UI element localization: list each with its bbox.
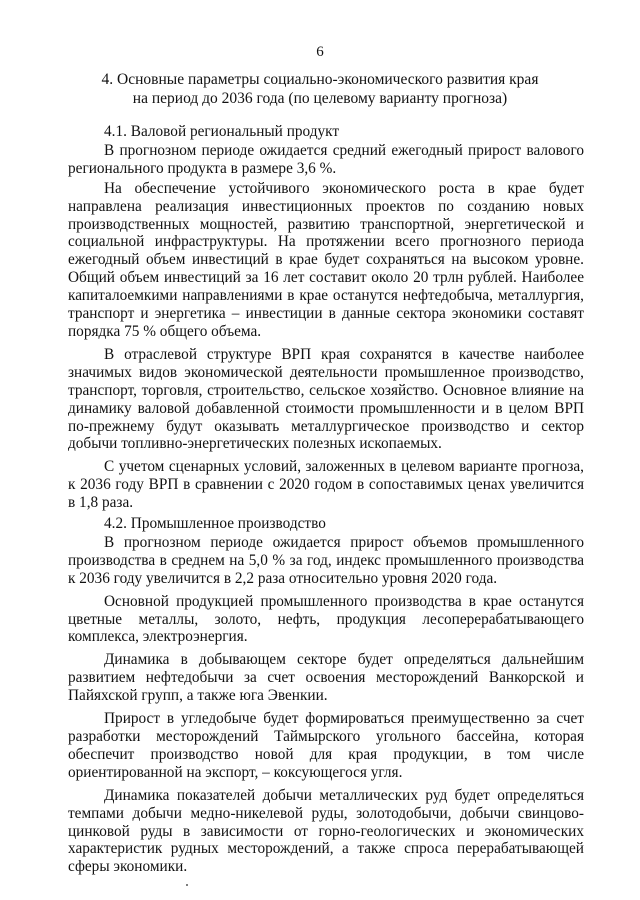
section-title (60, 70, 580, 108)
paragraph: Динамика показателей добычи металлических руд будет определяться темпами добычи медно-никелевой руды, золотодобычи, добычи свинцово-цинковой руды в зависимости от горно-геологических и экономических характеристик рудных месторождений, а также спроса перерабатывающей сферы экономики. (68, 786, 584, 876)
paragraph: В отраслевой структуре ВРП края сохранятся в качестве наиболее значимых видов экономической деятельности промышленное производство, транспорт, торговля, строительство, сельское хозяйство. Основное влияние на динамику валовой добавленной стоимости промышленности и в целом ВРП по-прежнему будут оказывать металлургическое производство и сектор добычи топливно-энергетических полезных ископаемых. (68, 345, 584, 453)
paragraph: С учетом сценарных условий, заложенных в целевом варианте прогноза, к 2036 году ВРП в сравнении с 2020 годом в сопоставимых ценах увеличится в 1,8 раза. (68, 458, 584, 512)
paragraph: Динамика в добывающем секторе будет определяться дальнейшим развитием нефтедобычи за счет освоения месторождений Ванкорской и Пайяхской групп, а также юга Эвенкии. (68, 651, 584, 705)
paragraph: На обеспечение устойчивого экономического роста в крае будет направлена реализация инвестиционных проектов по созданию новых производственных мощностей, развитию транспортной, энергетической и социальной инфраструктуры. На протяжении всего прогнозного периода ежегодный объем инвестиций в крае будет сохраняться на высоком уровне. Общий объем инвестиций за 16 лет составит около 20 трлн рублей. Наиболее капиталоемкими направлениями в крае останутся нефтедобыча, металлургия, транспорт и энергетика – инвестиции в данные сектора экономики составят порядка 75 % общего объема. (68, 179, 584, 340)
section-title-line-1: 4. Основные параметры социально-экономического развития края (101, 71, 539, 88)
subsection-heading-industry: 4.2. Промышленное производство (104, 515, 326, 533)
section-title-line-2: на период до 2036 года (по целевому варианту прогноза) (132, 90, 508, 107)
paragraph: В прогнозном периоде ожидается прирост объемов промышленного производства в среднем на 5,0 % за год, индекс промышленного производства к 2036 году увеличится в 2,2 раза относительно уровня 2020 года. (68, 533, 584, 587)
scan-speck (186, 884, 188, 886)
document-body (68, 120, 584, 878)
paragraph: Основной продукцией промышленного производства в крае останутся цветные металлы, золото, нефть, продукция лесоперерабатывающего комплекса, электроэнергия. (68, 592, 584, 646)
page-number: 6 (316, 44, 324, 60)
paragraph: В прогнозном периоде ожидается средний ежегодный прирост валового регионального продукта в размере 3,6 %. (68, 141, 584, 177)
subsection-heading-gdp: 4.1. Валовой региональный продукт (104, 123, 340, 140)
paragraph: Прирост в угледобыче будет формироваться преимущественно за счет разработки месторождений Таймырского угольного бассейна, которая обеспечит производство новой для края продукции, в том числе ориентированной на экспорт, – коксующегося угля. (68, 710, 584, 781)
